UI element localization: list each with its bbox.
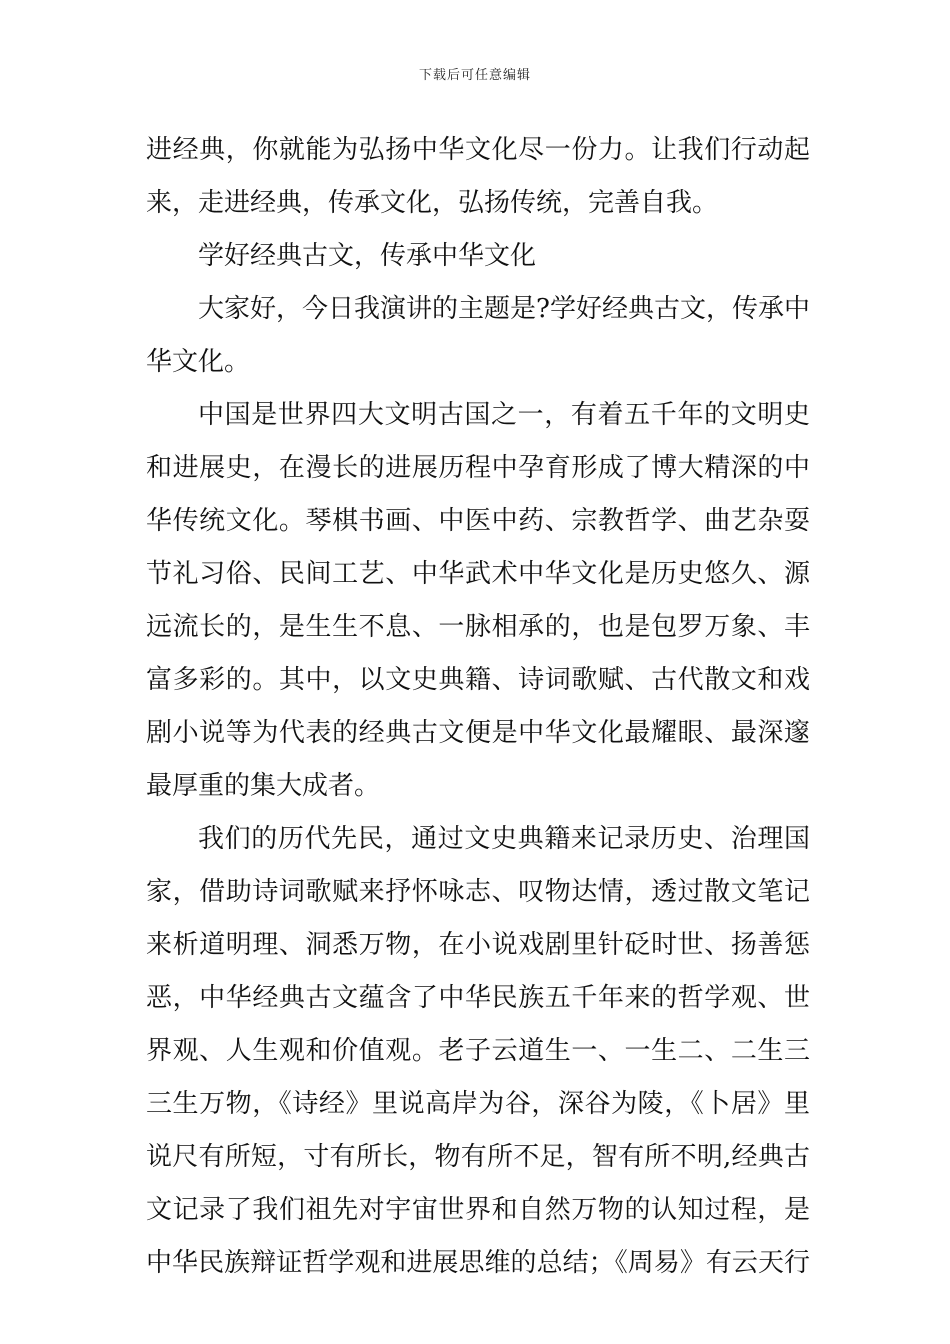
- text-line: 我们的历代先民，通过文史典籍来记录历史、治理国: [198, 824, 810, 854]
- text-line: 华传统文化。琴棋书画、中医中药、宗教哲学、曲艺杂耍: [146, 506, 810, 536]
- text-line: 远流长的，是生生不息、一脉相承的，也是包罗万象、丰: [146, 612, 810, 642]
- text-line: 说尺有所短，寸有所长，物有所不足，智有所不明,经典古: [146, 1142, 810, 1172]
- text-line: 富多彩的。其中，以文史典籍、诗词歌赋、古代散文和戏: [146, 665, 810, 695]
- document-body: [146, 124, 810, 1290]
- text-line: 大家好，今日我演讲的主题是?学好经典古文，传承中: [198, 294, 810, 324]
- text-line: 来，走进经典，传承文化，弘扬传统，完善自我。: [146, 188, 719, 218]
- text-line: 中华民族辩证哲学观和进展思维的总结；《周易》有云天行: [146, 1248, 810, 1278]
- text-line: 界观、人生观和价值观。老子云道生一、一生二、二生三: [146, 1036, 810, 1066]
- text-line: 文记录了我们祖先对宇宙世界和自然万物的认知过程，是: [146, 1195, 810, 1225]
- text-line: 节礼习俗、民间工艺、中华武术中华文化是历史悠久、源: [146, 559, 810, 589]
- text-line: 华文化。: [146, 347, 251, 377]
- text-line: 中国是世界四大文明古国之一，有着五千年的文明史: [198, 400, 810, 430]
- text-line: 进经典，你就能为弘扬中华文化尽一份力。让我们行动起: [146, 135, 810, 165]
- text-line: 三生万物，《诗经》里说高岸为谷，深谷为陵，《卜居》里: [146, 1089, 810, 1119]
- text-line: 学好经典古文，传承中华文化: [198, 241, 537, 271]
- page-header: 下载后可任意编辑: [418, 68, 531, 83]
- text-line: 和进展史，在漫长的进展历程中孕育形成了博大精深的中: [146, 453, 810, 483]
- text-line: 剧小说等为代表的经典古文便是中华文化最耀眼、最深邃: [146, 718, 810, 748]
- text-line: 恶，中华经典古文蕴含了中华民族五千年来的哲学观、世: [146, 983, 810, 1013]
- text-line: 来析道明理、洞悉万物，在小说戏剧里针砭时世、扬善惩: [146, 930, 810, 960]
- text-line: 最厚重的集大成者。: [146, 771, 381, 801]
- text-line: 家，借助诗词歌赋来抒怀咏志、叹物达情，透过散文笔记: [146, 877, 810, 907]
